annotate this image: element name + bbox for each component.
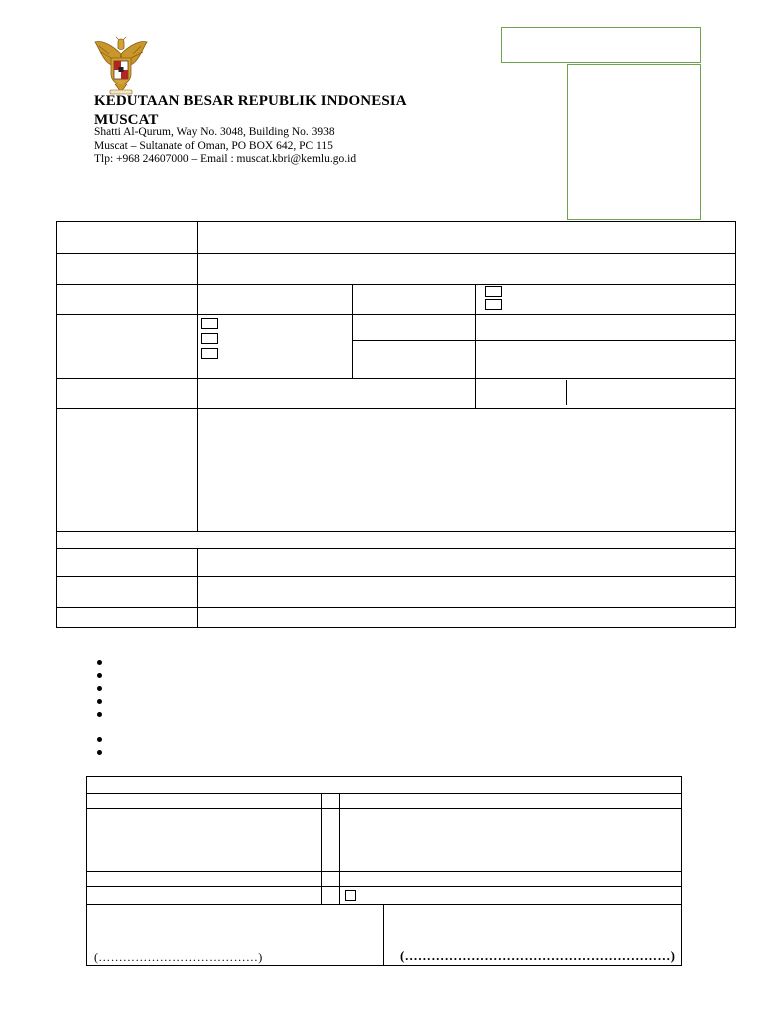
- list-item-bullet: [97, 737, 102, 742]
- list-item-bullet: [97, 712, 102, 717]
- column-divider: [475, 378, 476, 408]
- checkbox-option-3[interactable]: [201, 318, 218, 329]
- list-item-bullet: [97, 686, 102, 691]
- embassy-name-line2: MUSCAT: [94, 112, 159, 128]
- field-row-4a-input[interactable]: [476, 315, 735, 340]
- field-row-5-input[interactable]: [198, 379, 475, 408]
- field-row-4b-input[interactable]: [476, 341, 735, 378]
- column-divider: [352, 284, 353, 378]
- checkbox-official[interactable]: [345, 890, 356, 901]
- signature-left-placeholder: (…………………………………): [94, 950, 263, 964]
- address-line-contact: Tlp: +968 24607000 – Email : muscat.kbri@kemlu.go.id: [94, 153, 357, 165]
- field-row-5b-input[interactable]: [567, 379, 735, 408]
- registration-number-field[interactable]: [501, 27, 701, 63]
- row-divider: [56, 531, 736, 532]
- row-divider: [86, 871, 682, 872]
- column-divider: [339, 793, 340, 904]
- field-row-9-input[interactable]: [198, 608, 735, 627]
- signature-right-placeholder: (……………………………………………………): [400, 948, 676, 963]
- field-row-7-input[interactable]: [198, 549, 735, 576]
- checkbox-option-5[interactable]: [201, 348, 218, 359]
- field-row-3-input[interactable]: [198, 285, 352, 314]
- field-row-2-input[interactable]: [198, 254, 735, 284]
- column-divider: [321, 793, 322, 904]
- address-line-city: Muscat – Sultanate of Oman, PO BOX 642, PC 115: [94, 139, 333, 152]
- list-item-bullet: [97, 673, 102, 678]
- garuda-pancasila-emblem-icon: [93, 36, 149, 96]
- column-divider: [383, 904, 384, 966]
- field-address-textarea[interactable]: [198, 409, 735, 531]
- list-item-bullet: [97, 750, 102, 755]
- field-row-1-input[interactable]: [198, 222, 735, 253]
- row-divider: [86, 793, 682, 794]
- checkbox-option-1[interactable]: [485, 286, 502, 297]
- embassy-name: [94, 92, 407, 130]
- photo-box[interactable]: [567, 64, 701, 220]
- embassy-name-line1: KEDUTAAN BESAR REPUBLIK INDONESIA: [94, 93, 407, 109]
- checkbox-option-2[interactable]: [485, 299, 502, 310]
- list-item-bullet: [97, 699, 102, 704]
- address-line-street: Shatti Al-Qurum, Way No. 3048, Building No. 3938: [94, 126, 335, 138]
- row-divider: [86, 808, 682, 809]
- field-row-8-input[interactable]: [198, 577, 735, 607]
- checkbox-option-4[interactable]: [201, 333, 218, 344]
- row-divider: [86, 904, 682, 905]
- row-divider: [56, 284, 736, 285]
- embassy-address: [94, 126, 356, 167]
- row-divider: [86, 886, 682, 887]
- list-item-bullet: [97, 660, 102, 665]
